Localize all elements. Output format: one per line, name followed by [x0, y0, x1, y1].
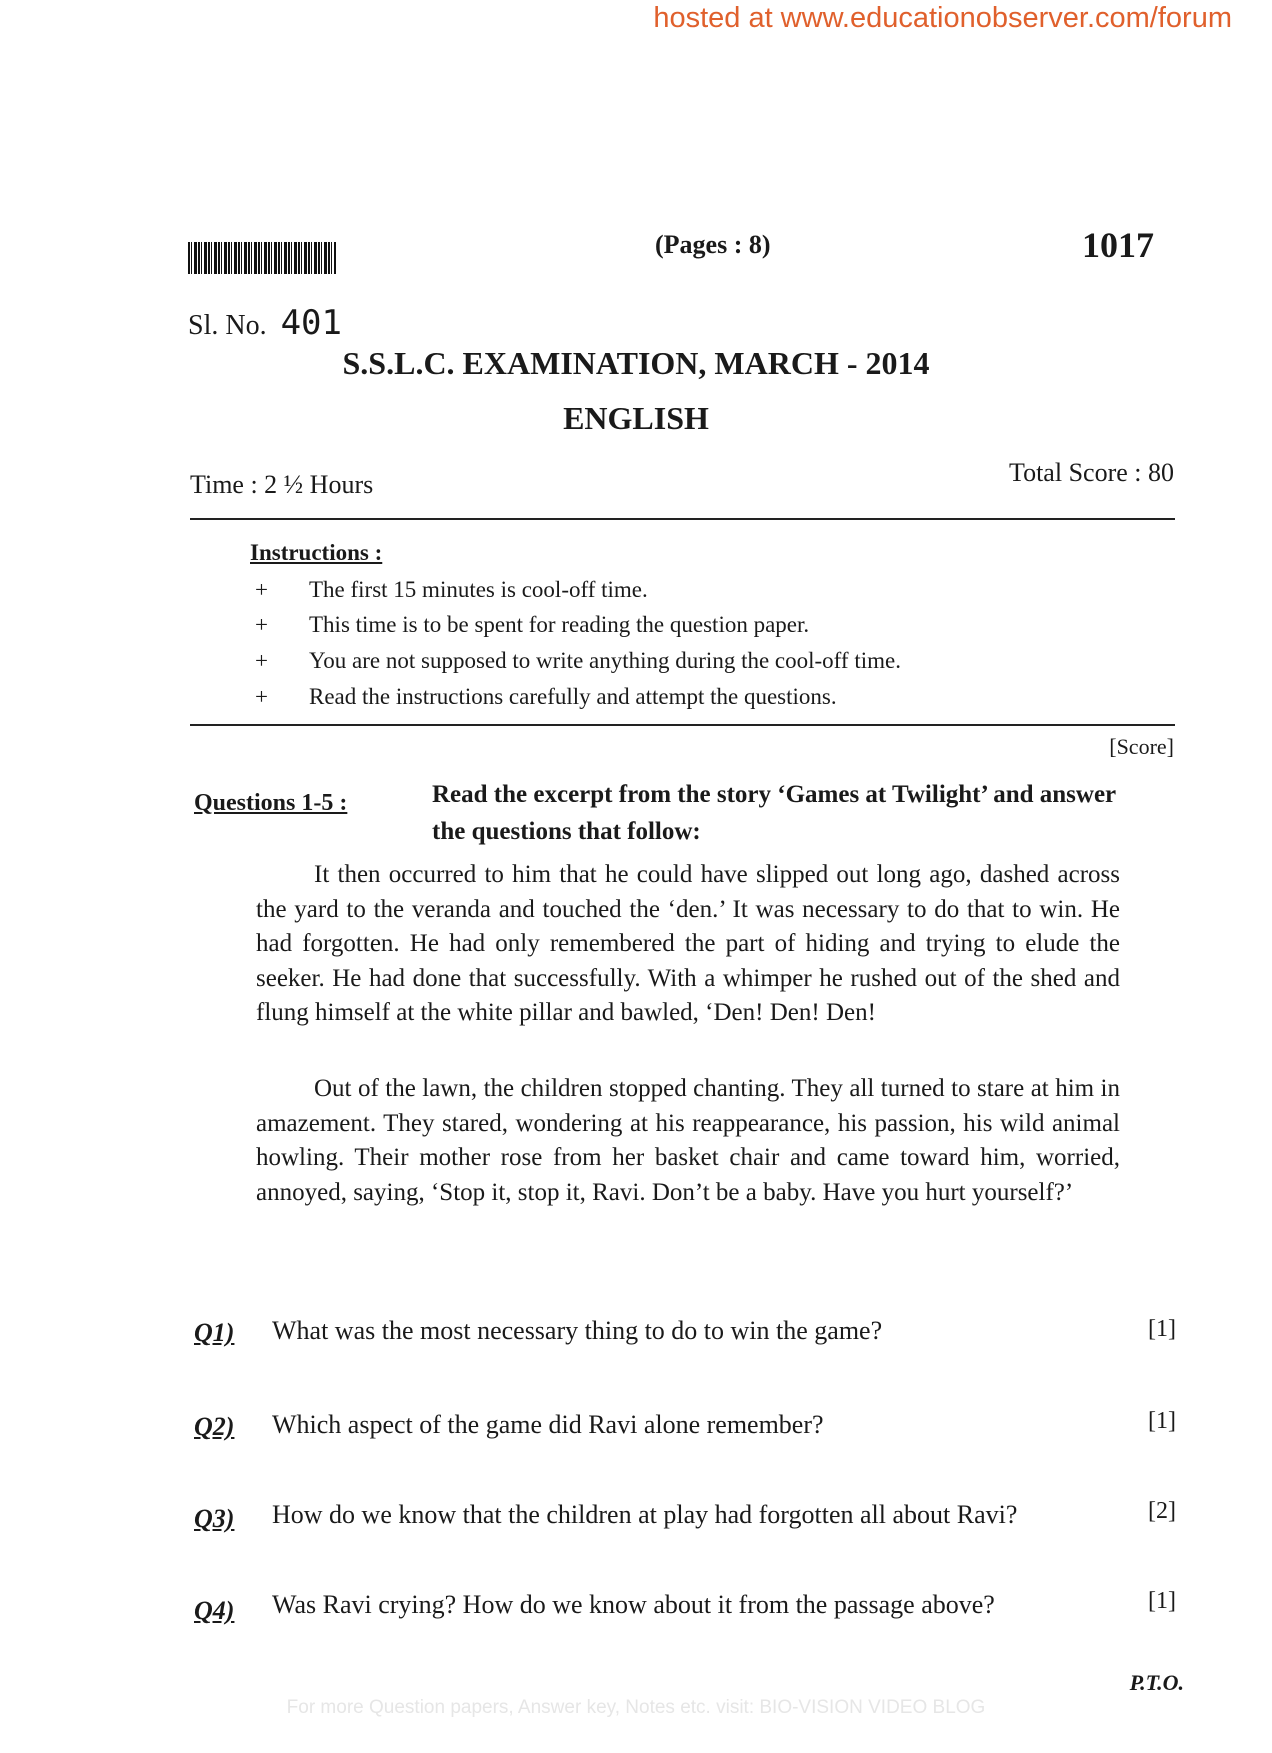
question-score: [1]: [1148, 1588, 1176, 1614]
question-text: What was the most necessary thing to do to win the game?: [272, 1316, 883, 1345]
serial-number-label: Sl. No.: [188, 310, 267, 341]
instruction-item: + This time is to be spent for reading the question paper.: [255, 612, 810, 637]
serial-number: [188, 303, 342, 343]
plus-icon: +: [255, 684, 268, 709]
plus-icon: +: [255, 612, 268, 637]
question-label: Q1): [194, 1318, 235, 1347]
divider-bottom: [190, 724, 1175, 726]
serial-number-value: 401: [280, 303, 342, 343]
plus-icon: +: [255, 648, 268, 673]
question-label: Q2): [194, 1412, 235, 1441]
section-intro: Read the excerpt from the story ‘Games at Twilight’ and answer the questions that follow:: [432, 781, 1116, 845]
score-label: [Score]: [1109, 734, 1174, 759]
question-label: Q3): [194, 1504, 235, 1533]
question-score: [1]: [1148, 1408, 1176, 1434]
question-text: How do we know that the children at play had forgotten all about Ravi?: [272, 1500, 1018, 1529]
paper-code: 1017: [1082, 225, 1154, 265]
passage-paragraph-1: It then occurred to him that he could have slipped out long ago, dashed across the yard to the veranda and touched the ‘den.’ It was necessary to do that to win. He had forgotten. He had only remembered the part of hiding and trying to elude the seeker. He had done that successfully. With a whimper he rushed out of the shed and flung himself at the white pillar and bawled, ‘Den! Den! Den!: [256, 861, 1120, 1026]
pto-label: P.T.O.: [1129, 1670, 1184, 1695]
passage-paragraph-2: Out of the lawn, the children stopped chanting. They all turned to stare at him in amazement. They stared, wondering at his reappearance, his passion, his wild animal howling. Their mother rose from her basket chair and came toward him, worried, annoyed, saying, ‘Stop it, stop it, Ravi. Don’t be a baby. Have you hurt yourself?’: [256, 1075, 1120, 1206]
exam-title: S.S.L.C. EXAMINATION, MARCH - 2014: [342, 345, 930, 381]
question-score: [2]: [1148, 1498, 1176, 1524]
divider-top: [190, 518, 1175, 520]
page-count: (Pages : 8): [655, 230, 771, 259]
question-text: Was Ravi crying? How do we know about it from the passage above?: [272, 1590, 995, 1619]
instruction-item: + The first 15 minutes is cool-off time.: [255, 577, 648, 602]
section-heading: Questions 1-5 :: [194, 790, 348, 816]
hosted-at-link[interactable]: hosted at www.educationobserver.com/forum: [653, 2, 1232, 34]
footer-watermark: For more Question papers, Answer key, Notes etc. visit: BIO-VISION VIDEO BLOG: [286, 1697, 986, 1718]
instruction-item: + Read the instructions carefully and attempt the questions.: [255, 684, 837, 709]
instructions-title: Instructions :: [250, 540, 383, 565]
subject-title: ENGLISH: [563, 400, 709, 436]
barcode: [188, 242, 336, 274]
question-text: Which aspect of the game did Ravi alone remember?: [272, 1410, 824, 1439]
question-label: Q4): [194, 1596, 235, 1625]
time-allowed: Time : 2 ½ Hours: [190, 470, 374, 499]
question-score: [1]: [1148, 1316, 1176, 1342]
total-score: Total Score : 80: [1009, 458, 1174, 487]
plus-icon: +: [255, 577, 268, 602]
instruction-item: + You are not supposed to write anything during the cool-off time.: [255, 648, 901, 673]
